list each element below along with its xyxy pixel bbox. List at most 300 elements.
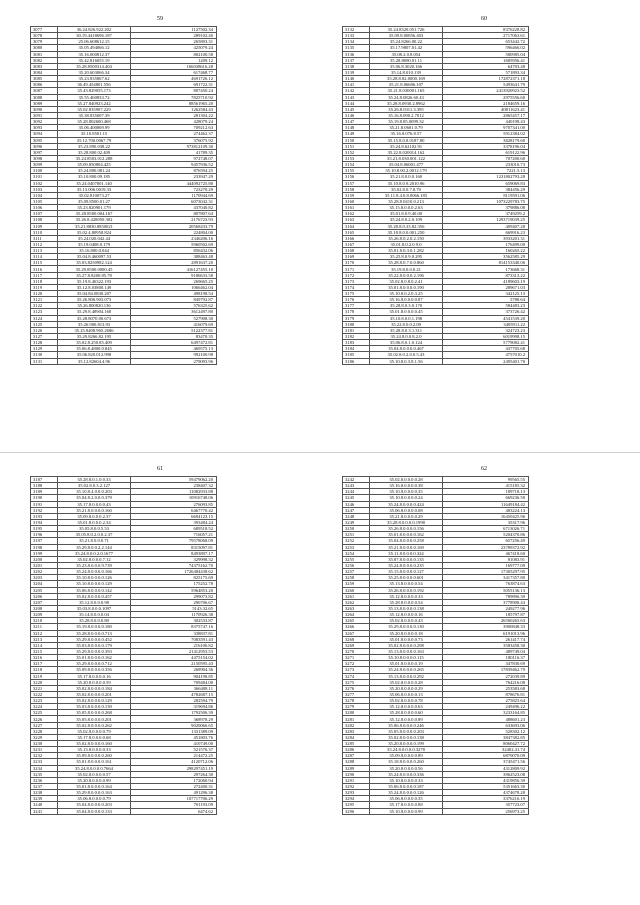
amount-cell: 373726.42 [443,309,529,315]
amount-cell: 302533.87 [131,618,217,624]
row-number-cell: 3165 [343,229,370,235]
amount-cell: 185797.87 [443,612,529,618]
row-number-cell: 3174 [343,284,370,290]
code-cell: 35.16.8.076.8.57 [370,131,443,137]
amount-cell: 289102.40 [131,33,217,39]
row-number-cell: 3240 [31,802,58,808]
amount-cell: 3962523.08 [443,771,529,777]
code-cell: 35.16.8.0.0.0.0.87 [370,297,443,303]
code-cell: 35.13.8.0.0.0.0.138 [370,605,443,611]
code-cell: 35.05.494066.12 [58,45,131,51]
page-bottom [0,453,640,905]
code-cell: 35.04.8.0.0.0.0.133 [58,808,131,814]
row-number-cell: 3253 [343,544,370,550]
amount-cell: 368978.29 [131,716,217,722]
amount-cell: 342125.13 [443,291,529,297]
row-number-cell: 3217 [31,661,58,667]
code-cell: 35.15.8.0.0.0.0.127 [370,569,443,575]
row-number-cell: 3115 [31,260,58,266]
row-number-cell: 3294 [343,796,370,802]
row-number-cell: 3146 [343,112,370,118]
code-cell: 35.29.8.0.0.0.0.393 [58,648,131,654]
code-cell: 35.02.8.0.2.0.0.5.43 [370,352,443,358]
amount-cell: 3612497.80 [131,309,217,315]
amount-cell: 173668.31 [443,266,529,272]
amount-cell: 451803.76 [131,734,217,740]
code-cell: 35.06.8.0.0.0.0.79 [58,796,131,802]
amount-cell: 8375747.16 [131,624,217,630]
amount-cell: 789896.39 [443,593,529,599]
row-number-cell: 3281 [343,716,370,722]
code-cell: 35.28.8.0.0.0.80 [58,618,131,624]
table-row [343,808,529,814]
amount-cell: 281304.22 [131,112,217,118]
amount-cell: 4374678.28 [443,790,529,796]
amount-cell: 9020066.65 [131,722,217,728]
code-cell: 35.09.850804.425 [58,162,131,168]
row-number-cell: 3275 [343,679,370,685]
amount-cell: 10916748.06 [131,495,217,501]
code-cell: 35.01.8.0.2.0.9.0 [370,241,443,247]
row-number-cell: 3103 [31,186,58,192]
row-number-cell: 3250 [343,526,370,532]
amount-cell: 99565.55 [443,477,529,483]
code-cell: 35.24.8.0826.60.43 [370,94,443,100]
row-number-cell: 3083 [31,63,58,69]
amount-cell: 580985.04 [443,51,529,57]
code-cell: 35.24.0407001.140 [58,180,131,186]
code-cell: 35.26.800820.136 [58,303,131,309]
amount-cell: 35317.96 [443,519,529,525]
code-cell: 35.01.8.0.0.0.0.190 [370,284,443,290]
code-cell: 35.17.8.0.0.0.0.88 [370,802,443,808]
row-number-cell: 3259 [343,581,370,587]
amount-cell: 357723.07 [443,802,529,808]
row-number-cell: 3211 [31,624,58,630]
row-number-cell: 3212 [31,630,58,636]
code-cell: 35.01.8.0.0.0.2.34 [58,519,131,525]
row-number-cell: 3092 [31,119,58,125]
code-cell: 35.03.8250982.124 [58,260,131,266]
amount-cell: 4120712.06 [131,759,217,765]
row-number-cell: 3228 [31,728,58,734]
row-number-cell: 3288 [343,759,370,765]
code-cell: 35.23.820901.179 [58,205,131,211]
code-cell: 35.04.8.0.0.0.0.203 [58,802,131,808]
page-number-62: 62 [481,466,487,472]
amount-cell: 233016.73 [443,162,529,168]
row-number-cell: 3261 [343,593,370,599]
code-cell: 35.10.800.09.185 [58,174,131,180]
amount-cell: 274462.37 [131,131,217,137]
code-cell: 35.22.8.0.0.0.2.196 [370,272,443,278]
amount-cell: 576325.62 [131,303,217,309]
code-cell: 35.29.8500.0000.45 [58,266,131,272]
amount-cell: 180116.37 [443,655,529,661]
amount-cell: 437705.68 [443,346,529,352]
amount-cell: 17839462.79 [443,667,529,673]
amount-cell: 498198.54 [131,291,217,297]
row-number-cell: 3138 [343,63,370,69]
amount-cell: 216106.82 [131,642,217,648]
code-cell: 35.19.8.85.0099.32 [370,119,443,125]
code-cell: 35.09.8.0.0.0.0.260 [58,753,131,759]
amount-cell: 6019998.15 [443,334,529,340]
amount-cell: 26500265.63 [443,618,529,624]
amount-cell: 2150595.43 [131,661,217,667]
code-cell: 35.13.006.0019.33 [58,186,131,192]
code-cell: 35.25.8.0.9.0.295 [370,254,443,260]
row-number-cell: 3136 [343,51,370,57]
code-cell: 36.49.454801.556 [58,82,131,88]
amount-cell: 11649184.42 [443,501,529,507]
row-number-cell: 3148 [343,125,370,131]
code-cell: 35.04.8.06001.477 [370,162,443,168]
code-cell: 35.12.8.0.0.0.98 [58,599,131,605]
row-number-cell: 3231 [31,747,58,753]
amount-cell: 2176723.93 [131,217,217,223]
amount-cell: 709484.00 [131,679,217,685]
code-cell: 35.03.8.0.0.0.0.179 [58,642,131,648]
row-number-cell: 3172 [343,272,370,278]
amount-cell: 876594.25 [131,168,217,174]
row-number-cell: 3099 [31,162,58,168]
amount-cell: 873313.22 [443,272,529,278]
amount-cell: 3847382.85 [443,734,529,740]
code-cell: 35.22.8.0.0.2.09 [370,321,443,327]
amount-cell: 3583458.30 [443,642,529,648]
row-number-cell: 3113 [31,248,58,254]
code-cell: 35.19.0408.0.179 [58,241,131,247]
row-number-cell: 3178 [343,309,370,315]
row-number-cell: 3104 [31,192,58,198]
amount-cell: 4757010.2 [443,352,529,358]
code-cell: 30.19.4418696.187 [58,33,131,39]
code-cell: 36.24.826.922.202 [58,27,131,33]
row-number-cell: 3157 [343,180,370,186]
row-number-cell: 3278 [343,698,370,704]
code-cell: 35.09.8.0.0.0.2.37 [58,513,131,519]
code-cell: 35.23.835867.62 [58,76,131,82]
row-number-cell: 3227 [31,722,58,728]
amount-cell: 11082933.88 [131,489,217,495]
code-cell: 35.23.890.038.22 [58,143,131,149]
code-cell: 35.12.8.0.0.0.0.63 [370,704,443,710]
row-number-cell: 3151 [343,143,370,149]
code-cell: 35.05.8.0.2.0.0.2.37 [58,532,131,538]
amount-cell: 707200.60 [443,155,529,161]
row-number-cell: 3249 [343,519,370,525]
code-cell: 35.17.8.0.0.0.0.68 [58,734,131,740]
code-cell: 35.25.8.0.0.0.0.601 [370,575,443,581]
row-number-cell: 3153 [343,155,370,161]
row-number-cell: 3252 [343,538,370,544]
code-cell: 35.10.8.0.0.0.0.129 [58,581,131,587]
code-cell: 35.29.8.48904.160 [58,309,131,315]
amount-cell: 3749259.2 [443,211,529,217]
row-number-cell: 3185 [343,352,370,358]
row-number-cell: 3292 [343,784,370,790]
amount-cell: 878676.81 [443,691,529,697]
code-cell: 35.02.8.0.0.0.0.28 [370,679,443,685]
code-cell: 35.02.8.0.0.0.0.129 [58,698,131,704]
code-cell: 35.24.8.0.0.8.2.0 [370,334,443,340]
row-number-cell: 3214 [31,642,58,648]
code-cell: 35.18.8.0.0.001.250 [370,229,443,235]
row-number-cell: 3183 [343,340,370,346]
amount-cell: 6713026.71 [443,526,529,532]
code-cell: 35.28.8500.004.167 [58,211,131,217]
amount-cell: 617468.77 [131,69,217,75]
code-cell: 35.17.8.0.0.0.0.16 [58,673,131,679]
code-cell: 35.01.8.0.0.0.0.19 [370,661,443,667]
amount-cell: 3378196.04 [443,143,529,149]
row-number-cell: 3276 [343,685,370,691]
row-number-cell: 3121 [31,297,58,303]
row-number-cell: 3204 [31,581,58,587]
row-number-cell: 3295 [343,802,370,808]
row-number-cell: 3225 [31,710,58,716]
row-number-cell: 3280 [343,710,370,716]
amount-cell: 4782687.15 [131,691,217,697]
code-cell: 35.16.8.0.0.0.0.38 [370,483,443,489]
code-cell: 35.05.8.0.0.0.0.203 [370,728,443,734]
row-number-cell: 3171 [343,266,370,272]
code-cell: 35.13.8.0.0.0.0.54 [370,581,443,587]
row-number-cell: 3129 [31,346,58,352]
code-cell: 35.06.8.0.0.0.0.35 [370,796,443,802]
amount-cell: 272039.89 [443,673,529,679]
amount-cell: 2975556.60 [443,94,529,100]
code-cell: 35.02.8.0.0.0.0.79 [58,728,131,734]
data-table-page-59 [30,26,217,365]
row-number-cell: 3246 [343,501,370,507]
row-number-cell: 3079 [31,39,58,45]
row-number-cell: 3120 [31,291,58,297]
amount-cell: 6467770.42 [131,507,217,513]
code-cell: 35.21.8.0.0.0.0.160 [58,507,131,513]
row-number-cell: 3190 [31,495,58,501]
row-number-cell: 3244 [343,489,370,495]
page-number-59: 59 [157,16,163,22]
amount-cell: 425079.24 [131,45,217,51]
amount-cell: 175252.78 [131,581,217,587]
row-number-cell: 3095 [31,137,58,143]
amount-cell: 256973.25 [443,808,529,814]
code-cell: 35.02.8.250.85.409 [58,340,131,346]
amount-cell: 491296.38 [131,790,217,796]
amount-cell: 825175.69 [131,575,217,581]
amount-cell: 16450425.96 [443,513,529,519]
amount-cell: 5779082.41 [443,340,529,346]
code-cell: 35.04.8.2.0.0.0.379 [58,495,131,501]
amount-cell: 23789372.92 [443,544,529,550]
row-number-cell: 3106 [31,205,58,211]
code-cell: 35.02.8.0.7.8.70 [370,186,443,192]
code-cell: 35.28.8.0.0.0.0.60 [370,710,443,716]
amount-cell: 6497472.81 [131,340,217,346]
amount-cell: 8493897.17 [131,550,217,556]
code-cell: 35.10.8.0.2.0.3.25 [370,291,443,297]
row-number-cell: 3191 [31,501,58,507]
code-cell: 35.09.8.0.0.0.0.356 [58,667,131,673]
row-number-cell: 3274 [343,673,370,679]
row-number-cell: 3126 [31,327,58,333]
code-cell: 35.04.8.0.0.0.0.467 [370,346,443,352]
code-cell: 35.24.8.0.0.0.0.235 [370,562,443,568]
code-cell: 35.24.8503.012.288 [58,155,131,161]
row-number-cell: 3293 [343,790,370,796]
row-number-cell: 3269 [343,642,370,648]
amount-cell: 21412953.53 [131,648,217,654]
code-cell: 35.06.8.0.0.0.0.08 [370,507,443,513]
row-number-cell: 3266 [343,624,370,630]
amount-cell: 1231802793.28 [443,174,529,180]
row-number-cell: 3077 [31,27,58,33]
code-cell: 35.10.8.0.9.2010.96 [370,180,443,186]
row-number-cell: 3236 [31,777,58,783]
row-number-cell: 3196 [31,532,58,538]
code-cell: 35.02.8.0.8.0.2.41 [370,278,443,284]
row-number-cell: 3184 [343,346,370,352]
row-number-cell: 3155 [343,168,370,174]
amount-cell: 253583.68 [443,685,529,691]
row-number-cell: 3186 [343,358,370,364]
amount-cell: 272400.31 [131,784,217,790]
amount-cell: 1685956.41 [443,57,529,63]
row-number-cell: 3216 [31,655,58,661]
amount-cell: 467418.60 [443,550,529,556]
amount-cell: 269665.25 [131,278,217,284]
code-cell: 35.19.8.46322.193 [58,278,131,284]
row-number-cell: 3088 [31,94,58,100]
row-number-cell: 3290 [343,771,370,777]
code-cell: 35.02.8.0.3.2.127 [58,483,131,489]
row-number-cell: 3117 [31,272,58,278]
amount-cell: 5960502.69 [131,241,217,247]
amount-cell: 3828179.60 [443,137,529,143]
amount-cell: 279093.96 [131,358,217,364]
row-number-cell: 3284 [343,734,370,740]
row-number-cell: 3273 [343,667,370,673]
amount-cell: 2413920923.52 [443,88,529,94]
row-number-cell: 3237 [31,784,58,790]
code-cell: 35.18.8.0.0.0.0.260 [370,759,443,765]
amount-cell: 5912384.02 [443,131,529,137]
row-number-cell: 3110 [31,229,58,235]
amount-cell: 2891637.20 [131,260,217,266]
amount-cell: 1262584.43 [131,106,217,112]
amount-cell: 268904.36 [131,667,217,673]
amount-cell: 224804.00 [131,229,217,235]
row-number-cell: 3181 [343,327,370,333]
code-cell: 35.28.8.0.3.1.311 [370,327,443,333]
amount-cell: 32402.41.74 [443,747,529,753]
amount-cell: 338837.81 [131,630,217,636]
code-cell: 35.26.8.0.0.0.0.192 [370,587,443,593]
code-cell: 35.02.8.0.0.0.0.57 [58,771,131,777]
code-cell: 35.28.8.0.3.0.170 [370,303,443,309]
amount-cell: 1293719039.25 [443,217,529,223]
code-cell: 35.02.835907.229 [58,106,131,112]
row-number-cell: 3078 [31,33,58,39]
amount-cell: 5122377.81 [131,327,217,333]
code-cell: 35.09.8.0.0.0.0.89 [370,753,443,759]
amount-cell: 3900848.33 [443,624,529,630]
row-number-cell: 3125 [31,321,58,327]
row-number-cell: 3272 [343,661,370,667]
row-number-cell: 3150 [343,137,370,143]
code-cell: 35.02.8.0.0.0.0.78 [370,698,443,704]
row-number-cell: 3142 [343,88,370,94]
amount-cell: 521576.37 [131,747,217,753]
code-cell: 35.01.8.0.0.0.0.45 [370,309,443,315]
code-cell: 35.42.816055.19 [58,57,131,63]
table-row [31,358,217,364]
amount-cell: 17305297.95 [443,569,529,575]
amount-cell: 1073229783.75 [443,198,529,204]
row-number-cell: 3100 [31,168,58,174]
code-cell: 35.21.8.0.0.0.71 [58,538,131,544]
amount-cell: 807807.64 [131,211,217,217]
code-cell: 35.02.8.0.0.0.0.28 [370,477,443,483]
amount-cell: 5143.32.65 [131,605,217,611]
row-number-cell: 3282 [343,722,370,728]
amount-cell: 214472.25 [131,753,217,759]
code-cell: 35.10.8.0.0.1.198 [370,315,443,321]
row-number-cell: 3154 [343,162,370,168]
row-number-cell: 3091 [31,112,58,118]
row-number-cell: 3260 [343,587,370,593]
code-cell: 35.02.8.0.0.0.0.43 [370,618,443,624]
amount-cell: 160265.22 [443,248,529,254]
amount-cell: 74375162.70 [131,562,217,568]
amount-cell: 5964853.20 [131,587,217,593]
amount-cell: 366408.11 [131,685,217,691]
row-number-cell: 3093 [31,125,58,131]
code-cell: 35.12.700.0067.79 [58,137,131,143]
row-number-cell: 3296 [343,808,370,814]
code-cell: 35.01.8.0.0.0.0.73 [370,636,443,642]
amount-cell: 709212.63 [131,125,217,131]
row-number-cell: 3234 [31,765,58,771]
code-cell: 35.06.8.0.0.0.0.187 [370,784,443,790]
amount-cell: 764216.08 [443,679,529,685]
code-cell: 35.24.8.0.0.0.0.126 [370,790,443,796]
code-cell: 35.24.8.0.0.2.0.1677 [58,550,131,556]
row-number-cell: 3159 [343,192,370,198]
amount-cell: 689518.52 [131,526,217,532]
amount-cell: 376075.92 [131,137,217,143]
amount-cell: 9457936.52 [131,162,217,168]
row-number-cell: 3143 [343,94,370,100]
row-number-cell: 3207 [31,599,58,605]
code-cell: 35.24.8.62102.91 [370,143,443,149]
code-cell: 35.06.8.4800.0.845 [58,346,131,352]
code-cell: 35.15.8.0.8.0187.80 [370,137,443,143]
row-number-cell: 3105 [31,198,58,204]
amount-cell: 282594.79 [131,698,217,704]
code-cell: 35.24.8.0.0.0.0.424 [370,501,443,507]
amount-cell: 444092725.80 [131,180,217,186]
row-number-cell: 3131 [31,358,58,364]
amount-cell: 3405911.22 [443,321,529,327]
row-number-cell: 3094 [31,131,58,137]
row-number-cell: 3124 [31,315,58,321]
amount-cell: 807450.24 [131,88,217,94]
amount-cell: 5055136.13 [443,587,529,593]
amount-cell: 3778908.43 [443,599,529,605]
